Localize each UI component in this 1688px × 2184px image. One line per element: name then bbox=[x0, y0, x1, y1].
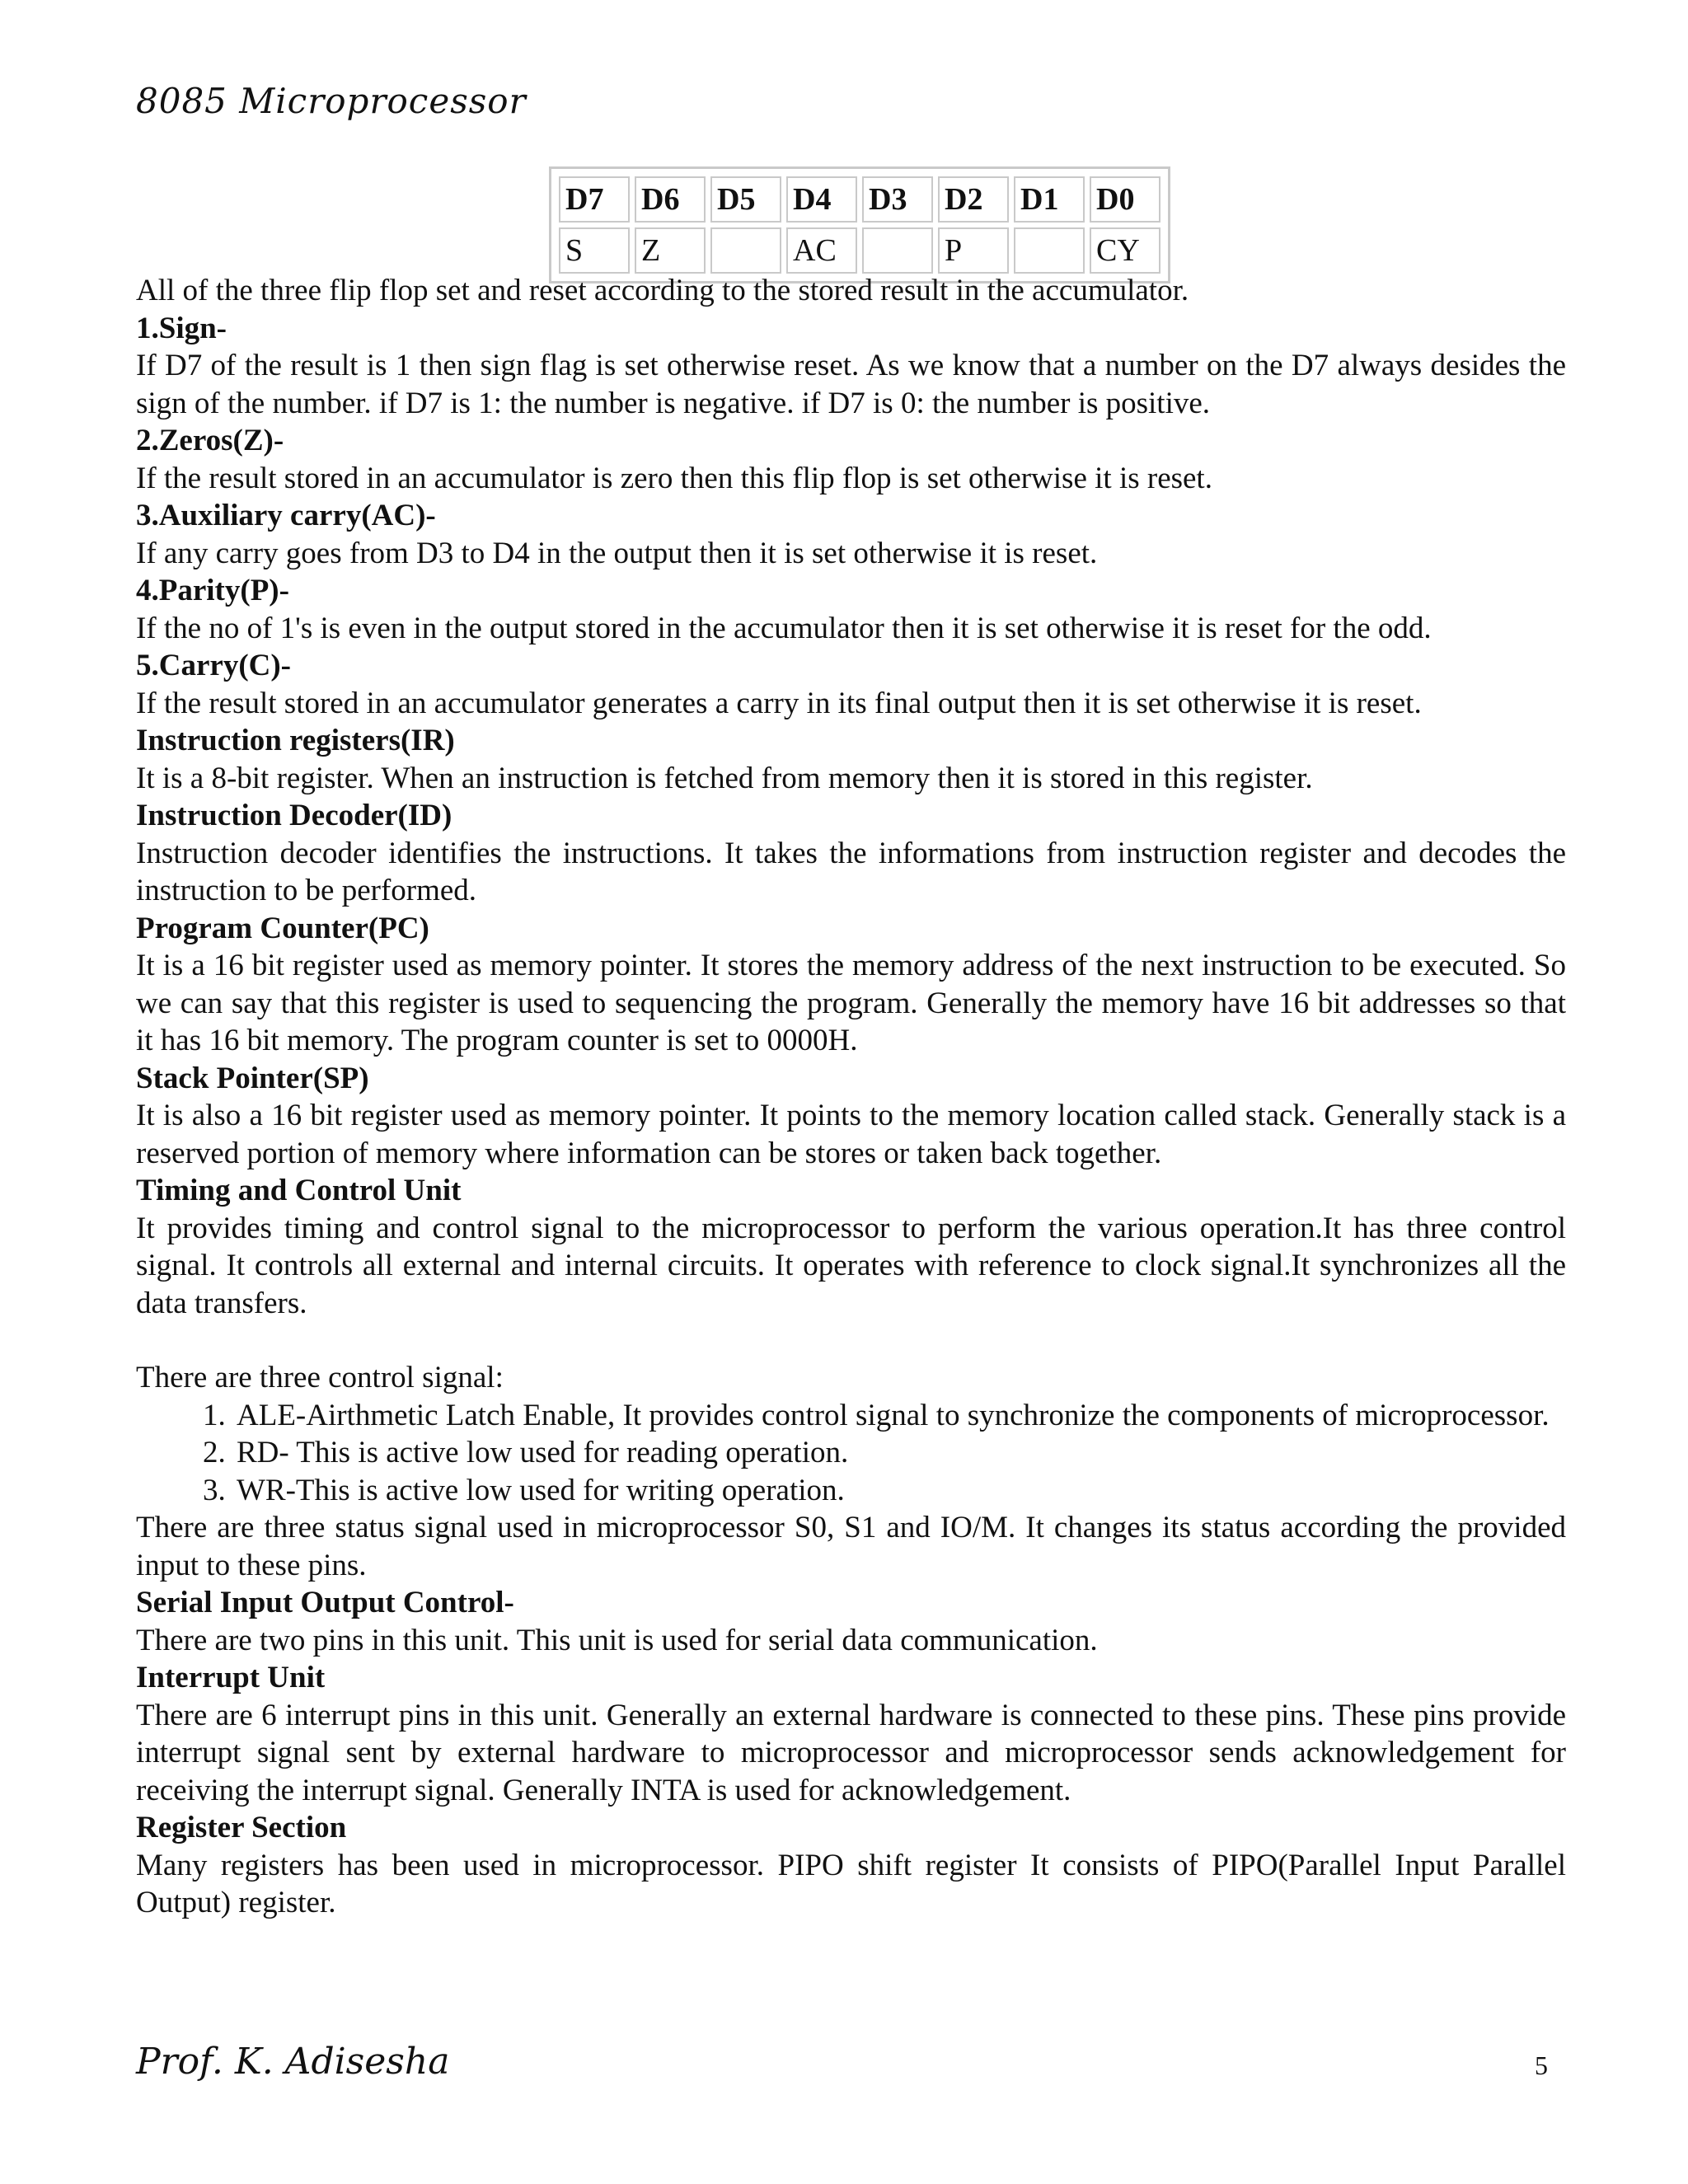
bit-cell: D3 bbox=[862, 176, 933, 223]
instruction-decoder-paragraph: Instruction decoder identifies the instructions. It takes the informations from instruction register and decodes the instruction to be performed. bbox=[136, 836, 1566, 907]
list-item: 2. RD- This is active low used for reading operation. bbox=[233, 1434, 1566, 1472]
flag-table-bit-row bbox=[559, 176, 1160, 223]
status-signal-paragraph: There are three status signal used in microprocessor S0, S1 and IO/M. It changes its status according the provided input to these pins. bbox=[136, 1511, 1566, 1582]
sign-heading: 1.Sign- bbox=[136, 311, 227, 345]
blank-line bbox=[136, 1322, 1566, 1359]
list-item: 1. ALE-Airthmetic Latch Enable, It provides control signal to synchronize the components of microprocessor. bbox=[233, 1397, 1566, 1435]
interrupt-unit-paragraph: There are 6 interrupt pins in this unit. Generally an external hardware is connected to these pins. These pins provide interrupt signal sent by external hardware to microprocessor and microprocessor sends acknowledgement for receiving the interrupt signal. Generally INTA is used for acknowledgement. bbox=[136, 1698, 1566, 1807]
page-header-title: 8085 Microprocessor bbox=[136, 81, 527, 121]
auxiliary-carry-heading: 3.Auxiliary carry(AC)- bbox=[136, 499, 436, 532]
interrupt-unit-heading: Interrupt Unit bbox=[136, 1661, 326, 1694]
bit-cell: D2 bbox=[938, 176, 1009, 223]
register-section-heading: Register Section bbox=[136, 1811, 347, 1844]
intro-paragraph: All of the three flip flop set and reset according to the stored result in the accumulator. bbox=[136, 274, 1189, 307]
flag-table bbox=[554, 171, 1165, 279]
stack-pointer-paragraph: It is also a 16 bit register used as memory pointer. It points to the memory location called stack. Generally stack is a reserved portion of memory where information can be stores or taken back together. bbox=[136, 1099, 1566, 1170]
carry-paragraph: If the result stored in an accumulator generates a carry in its final output then it is set otherwise it is reset. bbox=[136, 686, 1422, 720]
register-section-paragraph: Many registers has been used in microprocessor. PIPO shift register It consists of PIPO(Parallel Input Parallel Output) register. bbox=[136, 1848, 1566, 1919]
flag-register-table bbox=[549, 166, 1170, 284]
flag-cell: Z bbox=[635, 227, 706, 274]
serial-io-heading: Serial Input Output Control- bbox=[136, 1586, 514, 1619]
parity-heading: 4.Parity(P)- bbox=[136, 574, 289, 607]
list-item: 3. WR-This is active low used for writing operation. bbox=[233, 1472, 1566, 1510]
bit-cell: D6 bbox=[635, 176, 706, 223]
zero-paragraph: If the result stored in an accumulator is zero then this flip flop is set otherwise it is reset. bbox=[136, 461, 1212, 495]
bit-cell: D0 bbox=[1090, 176, 1160, 223]
footer-author: Prof. K. Adisesha bbox=[136, 2041, 450, 2083]
flag-cell: P bbox=[938, 227, 1009, 274]
page-number: 5 bbox=[1535, 2050, 1548, 2080]
parity-paragraph: If the no of 1's is even in the output stored in the accumulator then it is set otherwise it is reset for the odd. bbox=[136, 611, 1432, 645]
program-counter-heading: Program Counter(PC) bbox=[136, 911, 429, 945]
bit-cell: D4 bbox=[786, 176, 857, 223]
flag-table-flag-row bbox=[559, 227, 1160, 274]
flag-cell: AC bbox=[786, 227, 857, 274]
auxiliary-carry-paragraph: If any carry goes from D3 to D4 in the output then it is set otherwise it is reset. bbox=[136, 536, 1098, 570]
sign-paragraph: If D7 of the result is 1 then sign flag is set otherwise reset. As we know that a number on the D7 always desides the sign of the number. if D7 is 1: the number is negative. if D7 is 0: the number is positive. bbox=[136, 349, 1566, 420]
instruction-register-heading: Instruction registers(IR) bbox=[136, 724, 455, 757]
instruction-register-paragraph: It is a 8-bit register. When an instruction is fetched from memory then it is stored in this register. bbox=[136, 761, 1313, 795]
control-signal-list bbox=[136, 1397, 1566, 1510]
serial-io-paragraph: There are two pins in this unit. This unit is used for serial data communication. bbox=[136, 1623, 1098, 1657]
flag-cell: S bbox=[559, 227, 630, 274]
control-signal-intro: There are three control signal: bbox=[136, 1361, 504, 1394]
program-counter-paragraph: It is a 16 bit register used as memory pointer. It stores the memory address of the next instruction to be executed. So we can say that this register is used to sequencing the program. Generally the memory have 16 bit addresses so that it has 16 bit memory. The program counter is set to 0000H. bbox=[136, 949, 1566, 1057]
flag-cell: CY bbox=[1090, 227, 1160, 274]
bit-cell: D5 bbox=[710, 176, 781, 223]
flag-cell bbox=[1014, 227, 1085, 274]
flag-cell bbox=[710, 227, 781, 274]
flag-cell bbox=[862, 227, 933, 274]
stack-pointer-heading: Stack Pointer(SP) bbox=[136, 1061, 369, 1095]
bit-cell: D7 bbox=[559, 176, 630, 223]
document-body bbox=[136, 272, 1566, 1922]
instruction-decoder-heading: Instruction Decoder(ID) bbox=[136, 799, 452, 832]
timing-control-paragraph: It provides timing and control signal to the microprocessor to perform the various operation.It has three control signal. It controls all external and internal circuits. It operates with reference to clock signal.It synchronizes all the data transfers. bbox=[136, 1211, 1566, 1320]
zero-heading: 2.Zeros(Z)- bbox=[136, 424, 284, 457]
timing-control-heading: Timing and Control Unit bbox=[136, 1174, 462, 1207]
bit-cell: D1 bbox=[1014, 176, 1085, 223]
carry-heading: 5.Carry(C)- bbox=[136, 649, 291, 682]
